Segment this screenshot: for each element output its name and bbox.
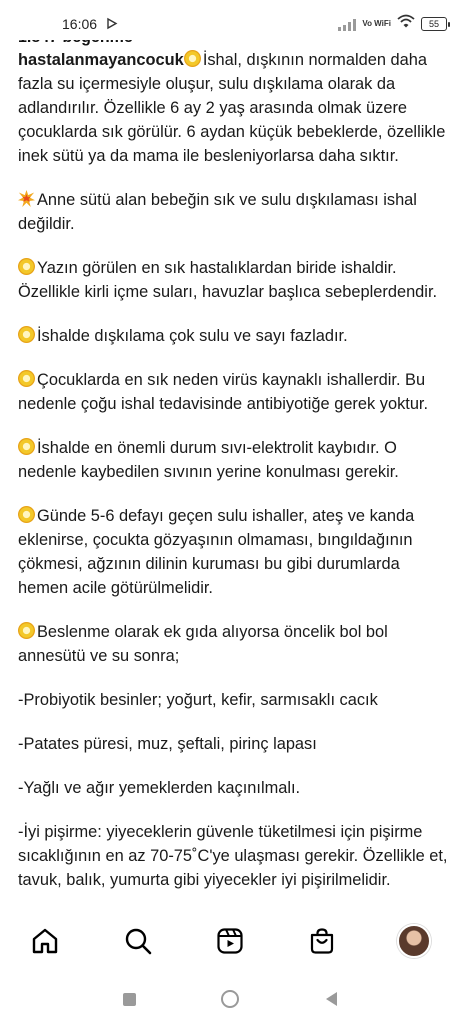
square-icon	[123, 993, 136, 1006]
avatar	[397, 924, 431, 958]
sun-emoji-icon	[18, 438, 35, 455]
back-button[interactable]	[320, 988, 342, 1010]
caption-paragraph	[18, 620, 448, 668]
home-button[interactable]	[219, 988, 241, 1010]
caption-text: İshalde en önemli durum sıvı-elektrolit kaybıdır. O nedenle kaybedilen sıvının yerine konulması gerekir.	[18, 439, 399, 481]
play-store-icon	[107, 16, 117, 34]
circle-icon	[221, 990, 239, 1008]
sun-emoji-icon	[18, 370, 35, 387]
caption-paragraph	[18, 324, 448, 348]
shop-icon[interactable]	[305, 924, 339, 958]
caption-text: -Yağlı ve ağır yemeklerden kaçınılmalı.	[18, 779, 301, 797]
search-icon[interactable]	[121, 924, 155, 958]
caption-text: İshalde dışkılama çok sulu ve sayı fazladır.	[37, 327, 348, 345]
sun-emoji-icon	[18, 326, 35, 343]
caption-paragraph	[18, 504, 448, 600]
caption-paragraph	[18, 776, 448, 800]
battery-level: 55	[428, 18, 439, 29]
collision-emoji-icon	[18, 190, 35, 207]
username-link[interactable]: hastalanmayancocuk	[18, 51, 184, 69]
status-time: 16:06	[62, 16, 98, 32]
bottom-navigation	[0, 910, 461, 974]
profile-avatar[interactable]	[397, 924, 431, 958]
caption-paragraph	[18, 188, 448, 236]
caption-text: Yazın görülen en sık hastalıklardan biride ishaldir. Özellikle kirli içme suları, havuzlar başlıca sebeplerdendir.	[18, 259, 438, 301]
caption-text: Beslenme olarak ek gıda alıyorsa öncelik bol bol annesütü ve su sonra;	[18, 623, 388, 665]
wifi-icon	[397, 14, 415, 33]
caption-paragraph	[18, 688, 448, 712]
sun-emoji-icon	[184, 50, 201, 67]
caption-text: Çocuklarda en sık neden virüs kaynaklı ishallerdir. Bu nedenle çoğu ishal tedavisinde antibiyotiğe gerek yoktur.	[18, 371, 429, 413]
reels-icon[interactable]	[213, 924, 247, 958]
vowifi-label: Vo WiFi	[362, 18, 391, 28]
caption-paragraph	[18, 732, 448, 756]
caption-paragraph	[18, 436, 448, 484]
caption-text: -Probiyotik besinler; yoğurt, kefir, sarmısaklı cacık	[18, 691, 378, 709]
status-indicators	[338, 14, 447, 33]
caption-text: Anne sütü alan bebeğin sık ve sulu dışkılaması ishal değildir.	[18, 191, 417, 233]
caption-text: Günde 5-6 defayı geçen sulu ishaller, ateş ve kanda eklenirse, çocukta gözyaşının olmaması, bıngıldağının çökmesi, ağzının dilinin kuruması bu gibi durumlarda hemen acile götürülmelidir.	[18, 507, 415, 597]
home-icon[interactable]	[28, 924, 62, 958]
caption-paragraph	[18, 48, 448, 168]
post-content	[18, 28, 448, 910]
status-bar	[0, 0, 461, 40]
signal-icon	[338, 17, 356, 31]
sun-emoji-icon	[18, 506, 35, 523]
caption-text: İshal, dışkının normalden daha fazla su içermesiyle oluşur, sulu dışkılama olarak da adlandırılır. Özellikle 6 ay 2 yaş arasında olmak üzere çocuklarda sık görülür. 6 aydan küçük bebeklerde, özellikle inek sütü ya da mama ile besleniyorlarsa daha sıktır.	[18, 51, 446, 165]
sun-emoji-icon	[18, 258, 35, 275]
caption-paragraph	[18, 368, 448, 416]
caption-paragraph	[18, 256, 448, 304]
caption-paragraph	[18, 820, 448, 892]
sun-emoji-icon	[18, 622, 35, 639]
battery-icon	[421, 17, 447, 31]
post-caption	[18, 48, 448, 936]
caption-text: -Patates püresi, muz, şeftali, pirinç lapası	[18, 735, 317, 753]
caption-text: -İyi pişirme: yiyeceklerin güvenle tüketilmesi için pişirme sıcaklığının en az 70-75˚C'ye ulaşması gerekir. Özellikle et, tavuk, balık, yumurta gibi yiyecekler iyi pişirilmelidir.	[18, 823, 448, 889]
system-navigation	[0, 974, 461, 1024]
recents-button[interactable]	[118, 988, 140, 1010]
back-triangle-icon	[324, 991, 338, 1007]
